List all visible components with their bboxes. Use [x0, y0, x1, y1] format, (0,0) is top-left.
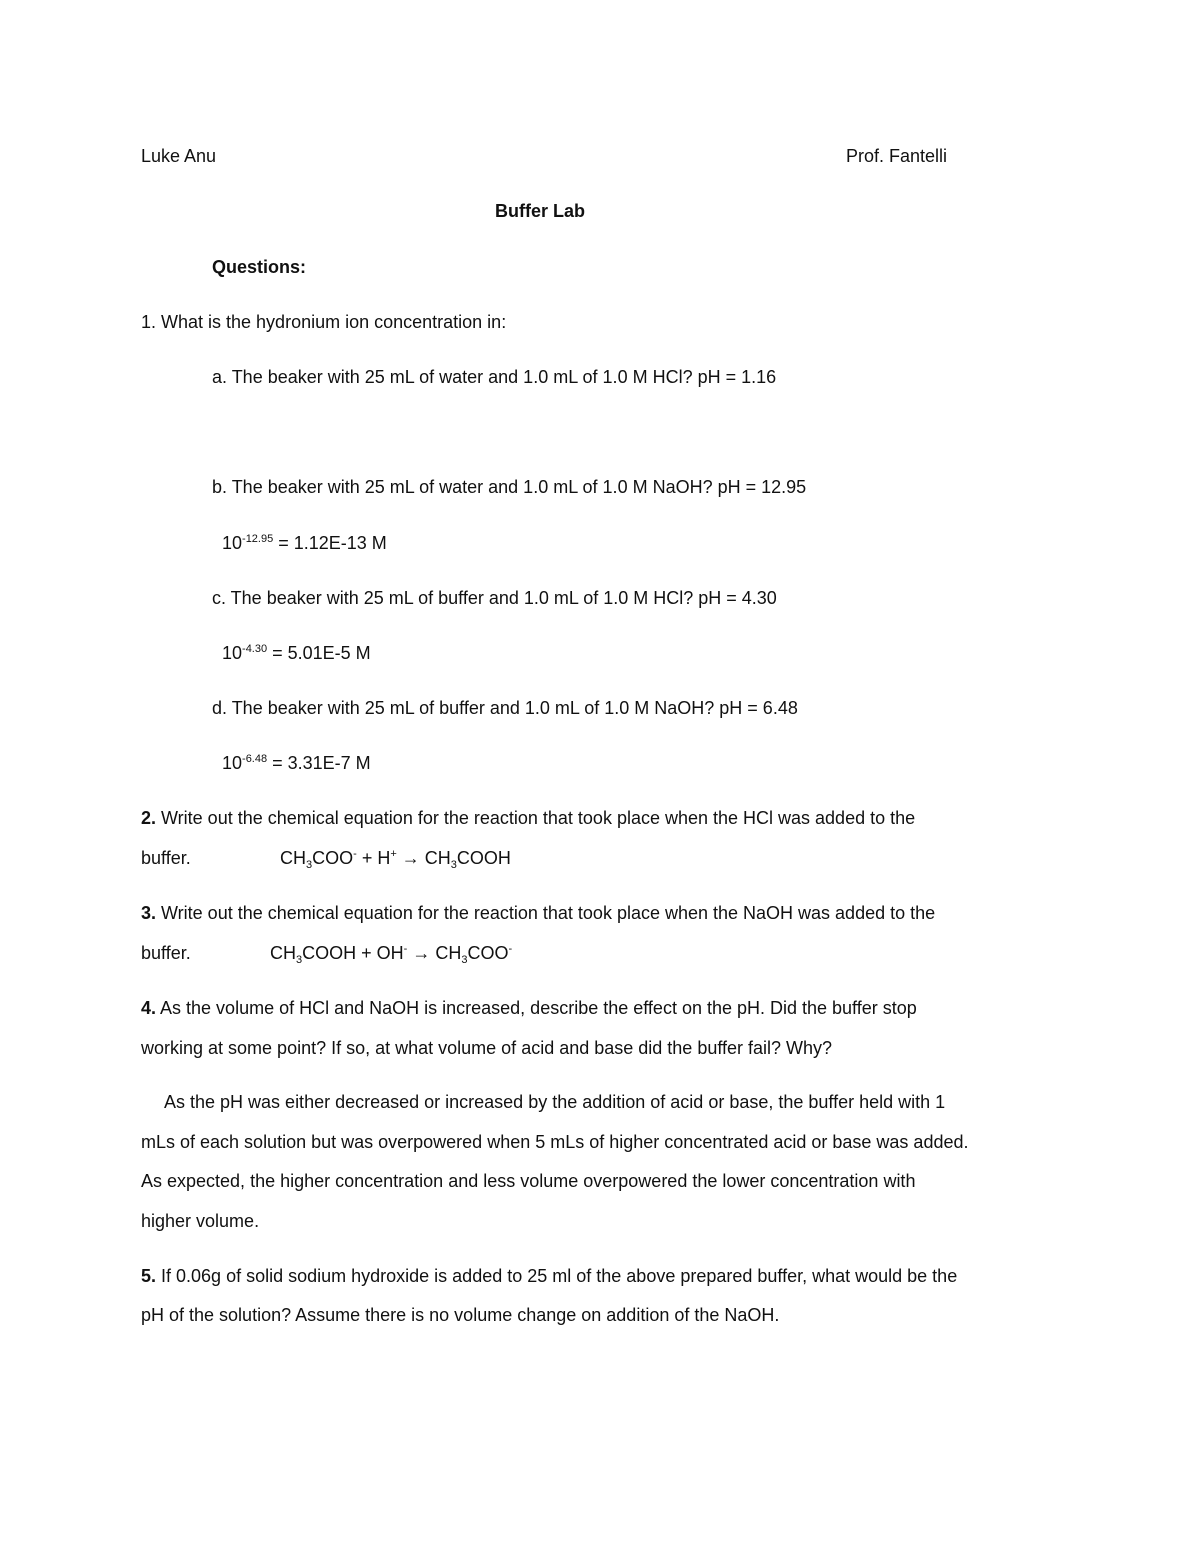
question-1c-calculation — [222, 642, 371, 664]
reaction-arrow-icon: → — [396, 848, 425, 868]
answer-4-line-4: higher volume. — [141, 1211, 260, 1231]
question-1d-calculation — [222, 752, 371, 774]
calc-result: = 3.31E-7 M — [267, 753, 371, 773]
question-2-number: 2. — [141, 808, 157, 828]
calc-base: 10 — [222, 753, 243, 773]
answer-4-line-2: mLs of each solution but was overpowered when 5 mLs of higher concentrated acid or base was added. — [141, 1132, 969, 1152]
eq-subscript: 3 — [306, 859, 313, 871]
question-3-line-1 — [141, 902, 935, 924]
reaction-arrow-icon: → — [407, 943, 436, 963]
question-4-line-1 — [141, 997, 917, 1019]
eq-subscript: 3 — [450, 859, 457, 871]
calc-exponent: -4.30 — [242, 643, 268, 655]
question-3-number: 3. — [141, 903, 157, 923]
eq-part: + H — [356, 848, 391, 868]
calc-base: 10 — [222, 533, 243, 553]
calc-exponent: -12.95 — [242, 533, 274, 545]
eq-superscript: - — [403, 943, 408, 955]
eq-part: CH — [435, 943, 462, 963]
calc-result: = 5.01E-5 M — [267, 643, 371, 663]
answer-4-line-3: As expected, the higher concentration and less volume overpowered the lower concentration with — [141, 1171, 916, 1191]
eq-subscript: 3 — [461, 954, 468, 966]
question-4-line-2: working at some point? If so, at what volume of acid and base did the buffer fail? Why? — [141, 1038, 833, 1058]
eq-superscript: - — [353, 848, 357, 860]
question-4-text: As the volume of HCl and NaOH is increased, describe the effect on the pH. Did the buffer stop — [156, 998, 917, 1018]
eq-subscript: 3 — [296, 954, 303, 966]
question-5-text: If 0.06g of solid sodium hydroxide is added to 25 ml of the above prepared buffer, what would be the — [156, 1266, 958, 1286]
eq-part: COOH — [456, 848, 511, 868]
eq-part: CH — [280, 848, 306, 868]
question-4-number: 4. — [141, 998, 157, 1018]
question-1d: d. The beaker with 25 mL of buffer and 1.0 mL of 1.0 M NaOH? pH = 6.48 — [212, 698, 798, 718]
question-1a: a. The beaker with 25 mL of water and 1.0 mL of 1.0 M HCl? pH = 1.16 — [212, 367, 777, 387]
section-label: Questions: — [212, 257, 307, 277]
question-1c: c. The beaker with 25 mL of buffer and 1.0 mL of 1.0 M HCl? pH = 4.30 — [212, 588, 777, 608]
eq-part: COO — [312, 848, 354, 868]
question-3-text: Write out the chemical equation for the reaction that took place when the NaOH was added to the — [156, 903, 936, 923]
eq-part: CH — [270, 943, 296, 963]
calc-result: = 1.12E-13 M — [273, 533, 387, 553]
question-2-line-2: buffer. — [141, 848, 191, 868]
professor-name: Prof. Fantelli — [846, 146, 948, 166]
eq-superscript: - — [508, 943, 513, 955]
question-3-line-2: buffer. — [141, 943, 191, 963]
answer-4-line-1: As the pH was either decreased or increased by the addition of acid or base, the buffer held with 1 — [164, 1092, 946, 1112]
question-2-line-1 — [141, 807, 915, 829]
eq-part: CH — [424, 848, 451, 868]
eq-superscript: + — [390, 848, 397, 860]
eq-part: COO — [467, 943, 509, 963]
student-name: Luke Anu — [141, 146, 217, 166]
question-1b: b. The beaker with 25 mL of water and 1.0 mL of 1.0 M NaOH? pH = 12.95 — [212, 477, 807, 497]
question-5-line-1 — [141, 1265, 957, 1287]
question-2-text: Write out the chemical equation for the reaction that took place when the HCl was added to the — [156, 808, 916, 828]
calc-exponent: -6.48 — [242, 753, 268, 765]
question-5-line-2: pH of the solution? Assume there is no volume change on addition of the NaOH. — [141, 1305, 780, 1325]
calc-base: 10 — [222, 643, 243, 663]
question-2-equation — [280, 847, 511, 869]
document-title: Buffer Lab — [495, 201, 585, 221]
question-1b-calculation — [222, 532, 387, 554]
question-5-number: 5. — [141, 1266, 157, 1286]
question-1-prompt: 1. What is the hydronium ion concentration in: — [141, 312, 507, 332]
question-3-equation — [270, 942, 512, 964]
eq-part: COOH + OH — [302, 943, 404, 963]
